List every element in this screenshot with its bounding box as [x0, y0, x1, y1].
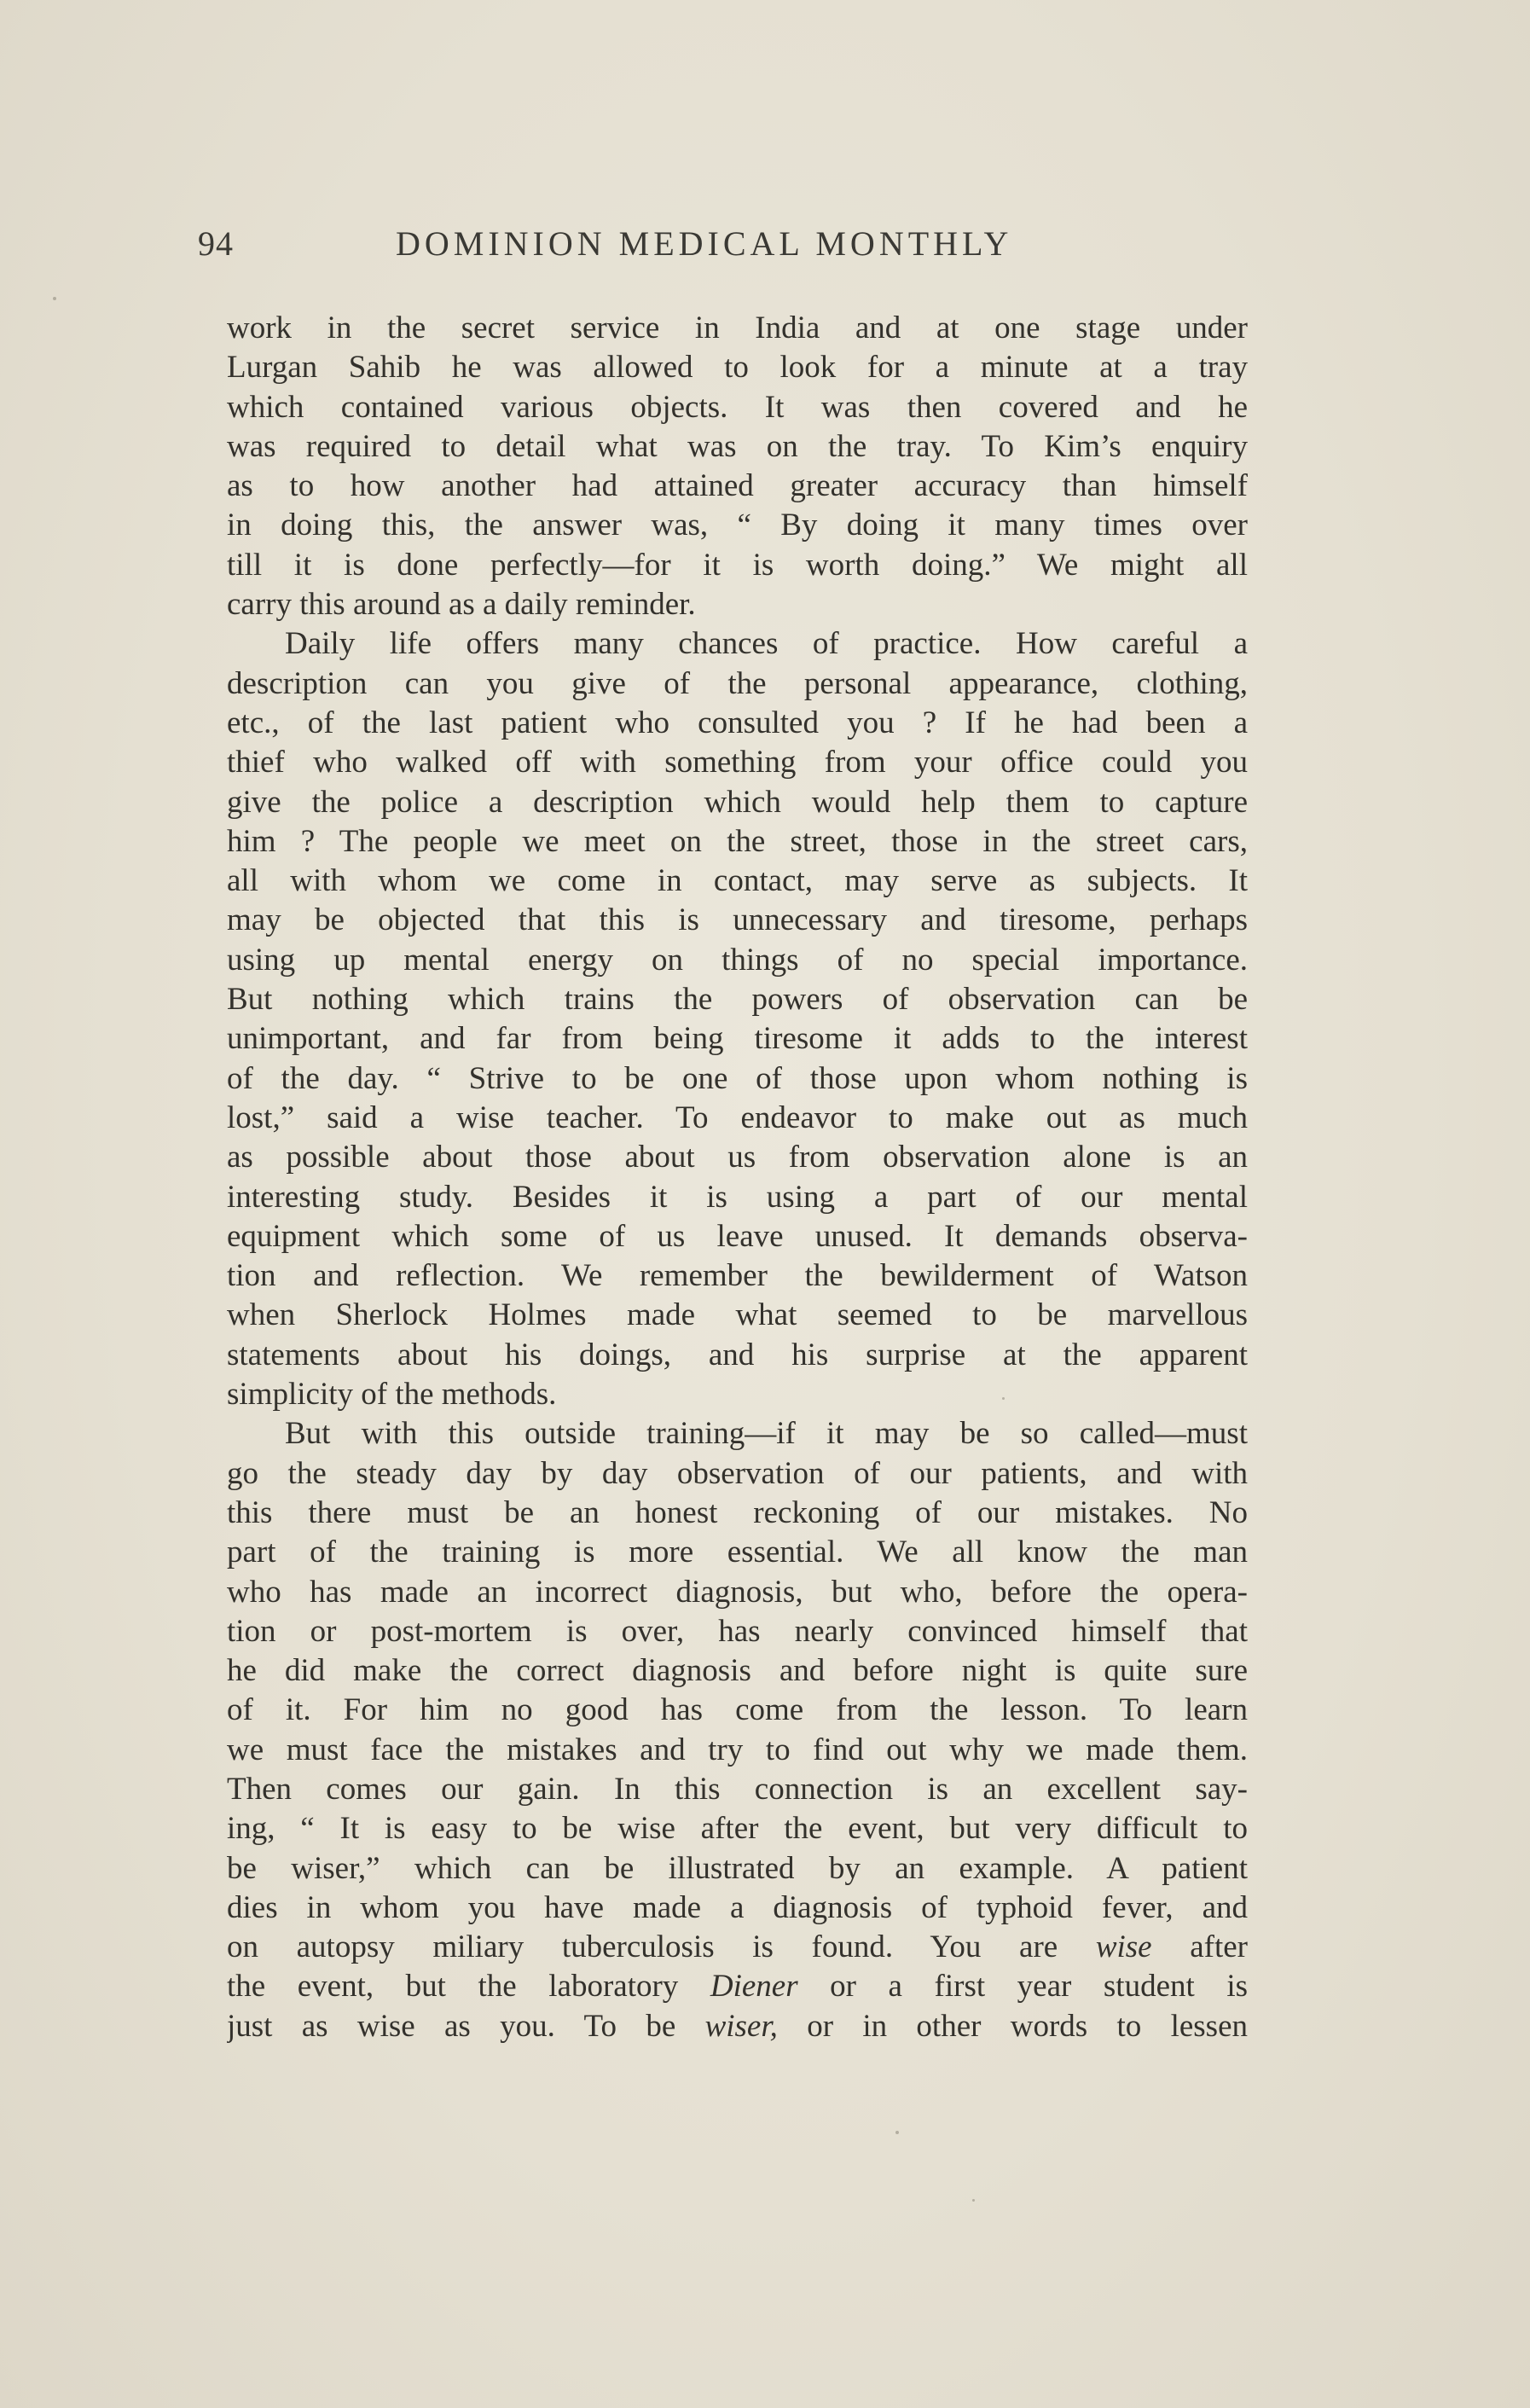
text-line: thief who walked off with something from your office could you — [227, 745, 1248, 780]
italic-word: Diener — [710, 1969, 798, 2005]
text-line: give the police a description which would help them to capture — [227, 784, 1248, 820]
paragraph-end-line: carry this around as a daily reminder. — [227, 587, 696, 623]
journal-title: DOMINION MEDICAL MONTHLY — [396, 224, 1013, 263]
paper-speck — [53, 297, 56, 300]
paragraph-start-line: Daily life offers many chances of practice. How careful a — [285, 626, 1248, 662]
text-run: or in other words to lessen — [777, 2008, 1248, 2044]
text-line: we must face the mistakes and try to find out why we made them. — [227, 1732, 1248, 1767]
text-line: be wiser,” which can be illustrated by an example. A patient — [227, 1850, 1248, 1886]
text-line: of it. For him no good has come from the lesson. To learn — [227, 1692, 1248, 1728]
text-line: interesting study. Besides it is using a part of our mental — [227, 1179, 1248, 1215]
text-line: of the day. “ Strive to be one of those upon whom nothing is — [227, 1060, 1248, 1096]
page-number: 94 — [198, 224, 234, 263]
text-line: him ? The people we meet on the street, those in the street cars, — [227, 823, 1248, 859]
paper-speck — [972, 2199, 975, 2202]
text-line: statements about his doings, and his surprise at the apparent — [227, 1337, 1248, 1372]
text-line: may be objected that this is unnecessary and tiresome, perhaps — [227, 902, 1248, 938]
paper-speck — [1002, 1397, 1005, 1400]
text-line: work in the secret service in India and at one stage under — [227, 310, 1248, 345]
text-line: ing, “ It is easy to be wise after the event, but very difficult to — [227, 1811, 1248, 1847]
text-line: tion or post-mortem is over, has nearly convinced himself that — [227, 1613, 1248, 1649]
text-line: etc., of the last patient who consulted you ? If he had been a — [227, 705, 1248, 740]
text-line — [227, 2007, 1248, 2046]
text-run: just as wise as you. To be — [227, 2008, 705, 2044]
text-line: in doing this, the answer was, “ By doing it many times over — [227, 508, 1248, 543]
text-run: the event, but the laboratory — [227, 1969, 710, 2005]
paper-speck — [895, 2131, 899, 2134]
text-line: he did make the correct diagnosis and before night is quite sure — [227, 1653, 1248, 1689]
text-line: when Sherlock Holmes made what seemed to be marvellous — [227, 1297, 1248, 1333]
text-line: all with whom we come in contact, may serve as subjects. It — [227, 863, 1248, 899]
running-head — [198, 223, 1264, 275]
text-line: But nothing which trains the powers of observation can be — [227, 982, 1248, 1018]
text-line: go the steady day by day observation of our patients, and with — [227, 1455, 1248, 1491]
body-text — [227, 309, 1248, 2046]
text-line: this there must be an honest reckoning of our mistakes. No — [227, 1494, 1248, 1530]
text-line: equipment which some of us leave unused. It demands observa- — [227, 1218, 1248, 1254]
text-line: unimportant, and far from being tiresome it adds to the interest — [227, 1021, 1248, 1057]
text-run: after — [1151, 1929, 1248, 1965]
paragraph-end-line: simplicity of the methods. — [227, 1377, 557, 1413]
text-run: or a first year student is — [797, 1969, 1248, 2005]
text-line: dies in whom you have made a diagnosis of typhoid fever, and — [227, 1889, 1248, 1925]
text-line: which contained various objects. It was then covered and he — [227, 389, 1248, 425]
text-line: part of the training is more essential. We all know the man — [227, 1535, 1248, 1570]
text-line: was required to detail what was on the tray. To Kim’s enquiry — [227, 428, 1248, 464]
text-line: till it is done perfectly—for it is worth doing.” We might all — [227, 547, 1248, 583]
paragraph-start-line: But with this outside training—if it may be so called—must — [285, 1416, 1248, 1452]
text-line: as possible about those about us from observation alone is an — [227, 1140, 1248, 1175]
italic-word: wiser, — [704, 2008, 778, 2044]
text-line: Then comes our gain. In this connection is an excellent say- — [227, 1771, 1248, 1807]
text-line: who has made an incorrect diagnosis, but who, before the opera- — [227, 1574, 1248, 1610]
text-line: using up mental energy on things of no special importance. — [227, 942, 1248, 978]
text-run: on autopsy miliary tuberculosis is found. You are — [227, 1929, 1096, 1965]
text-line — [227, 1928, 1248, 1967]
text-line: as to how another had attained greater accuracy than himself — [227, 468, 1248, 504]
text-line — [227, 1967, 1248, 2006]
text-line: description can you give of the personal appearance, clothing, — [227, 665, 1248, 701]
italic-word: wise — [1095, 1929, 1152, 1965]
text-line: Lurgan Sahib he was allowed to look for a minute at a tray — [227, 350, 1248, 386]
text-line: tion and reflection. We remember the bewilderment of Watson — [227, 1258, 1248, 1294]
text-line: lost,” said a wise teacher. To endeavor to make out as much — [227, 1100, 1248, 1135]
